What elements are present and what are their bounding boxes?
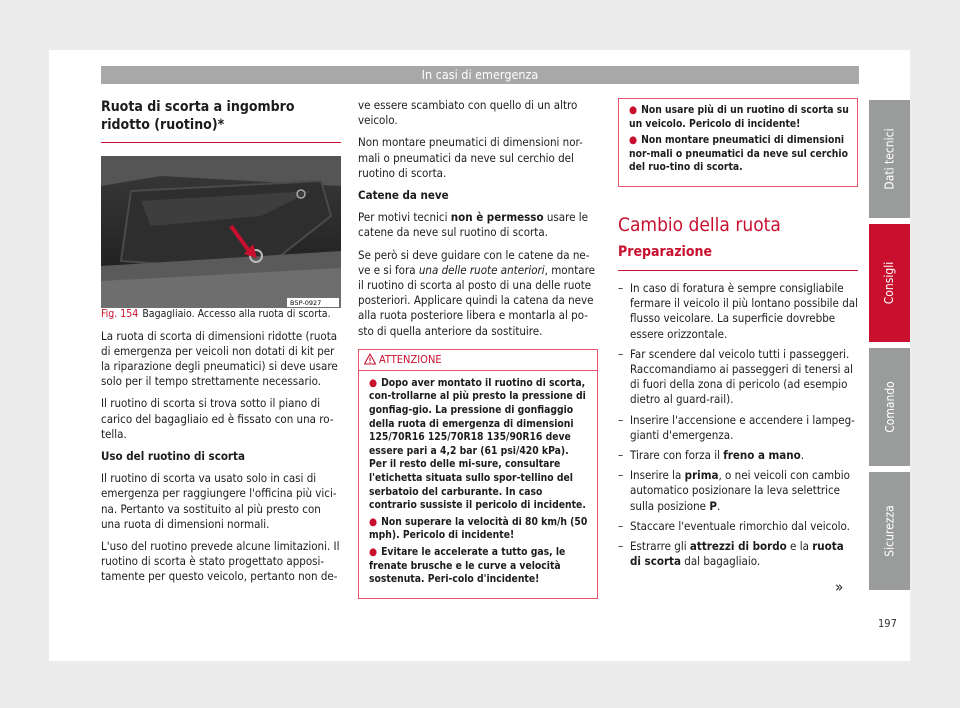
paragraph: Non montare pneumatici di dimensioni nor-mali o pneumatici da neve sul cerchio del ruotino di scorta.	[358, 135, 583, 180]
figure-caption	[101, 308, 341, 322]
tab-sicurezza[interactable]: Sicurezza	[869, 472, 910, 590]
warning-triangle-icon	[364, 353, 376, 365]
warning-item: ● Evitare le accelerate a tutto gas, le frenate brusche e le curve a velocità sostenuta. Peri-colo d'incidente!	[369, 545, 566, 586]
step-item: – Inserire l'accensione e accendere i lampeg-gianti d'emergenza.	[618, 412, 855, 442]
warning-title	[359, 350, 597, 371]
column-1	[101, 98, 341, 592]
warning-list	[619, 99, 857, 186]
paragraph: Se però si deve guidare con le catene da ne-ve e si fora una delle ruote anteriori, montare il ruotino di scorta al posto di una delle ruote posteriori. Applicare quindi la catena da neve alla ruota posteriore libera e montarla al po-sto di quella anteriore da sostituire.	[358, 247, 595, 338]
chapter-header: In casi di emergenza	[101, 66, 859, 84]
paragraph: L'uso del ruotino prevede alcune limitazioni. Il ruotino di scorta è stato progettato apposi-tamente per questo veicolo, pertanto non de-	[101, 538, 340, 584]
warning-item: ● Non montare pneumatici di dimensioni nor-mali o pneumatici da neve sul cerchio del ruo-tino di scorta.	[629, 134, 848, 174]
figure-number: Fig. 154	[101, 308, 139, 320]
tab-comando[interactable]: Comando	[869, 348, 910, 466]
warning-item: ● Non usare più di un ruotino di scorta su un veicolo. Pericolo di incidente!	[629, 104, 849, 130]
continue-arrow-icon: »	[835, 578, 844, 596]
trunk-figure	[101, 156, 341, 308]
warning-list	[359, 371, 597, 598]
step-item: – Inserire la prima, o nei veicoli con cambio automatico posizionare la leva selettrice sulla posizione P.	[618, 468, 850, 513]
trunk-photo-icon	[101, 156, 341, 308]
tab-consigli[interactable]: Consigli	[869, 224, 910, 342]
warning-item: ● Dopo aver montato il ruotino di scorta, con-trollarne al più presto la pressione di gonfiag-gio. La pressione di gonfiaggio della ruota di emergenza di dimensioni 125/70R16 125/70R18 135/90R16 deve essere pari a 4,2 bar (61 psi/420 kPa). Per il resto delle mi-sure, consultare l'etichetta situata sullo spor-tellino del serbatoio del carburante. In caso contrario sussiste il pericolo di incidente.	[369, 376, 586, 512]
subheading: Catene da neve	[358, 188, 449, 203]
step-item: – Far scendere dal veicolo tutti i passeggeri. Raccomandiamo ai passeggeri di tenersi al di fuori della zona di pericolo (ad esempio dietro al guard-rail).	[618, 346, 854, 407]
warning-box	[358, 349, 598, 599]
step-item: – Estrarre gli attrezzi di bordo e la ruota di scorta dal bagagliaio.	[618, 539, 844, 569]
figure-caption-text: Bagagliaio. Accesso alla ruota di scorta.	[142, 308, 331, 320]
step-item: – In caso di foratura è sempre consigliabile fermare il veicolo il più lontano possibile dal flusso veicolare. La superficie dovrebbe essere orizzontale.	[618, 280, 858, 341]
steps-list	[618, 281, 858, 569]
section-subtitle: Preparazione	[618, 243, 858, 271]
paragraph: Il ruotino di scorta va usato solo in casi di emergenza per raggiungere l'officina più vici-na. Pertanto va sostituito al più presto con una ruota di dimensioni normali.	[101, 471, 337, 531]
paragraph: La ruota di scorta di dimensioni ridotte (ruota di emergenza per veicoli non dotati di kit per la riparazione degli pneumatici) si deve usare solo per il tempo strettamente necessario.	[101, 328, 338, 389]
page-number: 197	[878, 617, 897, 630]
column-2	[358, 98, 598, 599]
figure-code: B5P-0927	[290, 299, 322, 307]
warning-box-continued	[618, 98, 858, 187]
warning-title-text: ATTENZIONE	[379, 352, 442, 366]
column-3	[618, 98, 858, 574]
paragraph: Il ruotino di scorta si trova sotto il piano di carico del bagagliaio ed è fissato con una ro-tella.	[101, 396, 334, 441]
step-item: – Staccare l'eventuale rimorchio dal veicolo.	[618, 518, 850, 533]
warning-item: ● Non superare la velocità di 80 km/h (50 mph). Pericolo di incidente!	[369, 515, 588, 542]
tab-dati-tecnici[interactable]: Dati tecnici	[869, 100, 910, 218]
paragraph: Per motivi tecnici non è permesso usare le catene da neve sul ruotino di scorta.	[358, 210, 589, 240]
section-title: Cambio della ruota	[618, 213, 781, 236]
step-item: – Tirare con forza il freno a mano.	[618, 448, 805, 462]
section-title: Ruota di scorta a ingombro ridotto (ruotino)*	[101, 98, 341, 143]
subheading: Uso del ruotino di scorta	[101, 448, 245, 463]
paragraph: ve essere scambiato con quello di un altro veicolo.	[358, 98, 578, 128]
